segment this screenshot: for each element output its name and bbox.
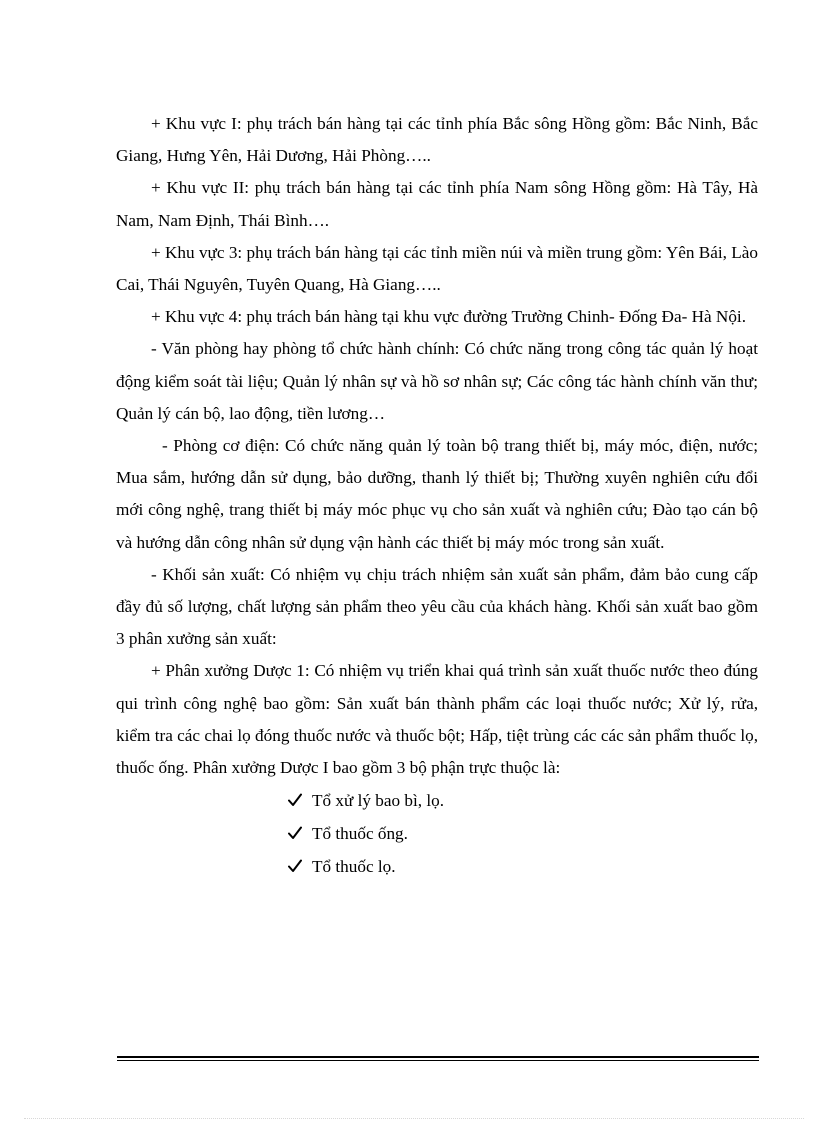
checkmark-icon [288,850,306,883]
paragraph-khu-vuc-4: + Khu vực 4: phụ trách bán hàng tại khu vực đường Trường Chinh- Đống Đa- Hà Nội. [151,307,747,327]
footer-rule-thick [117,1056,759,1058]
checklist [116,784,758,883]
list-item-text: Tổ thuốc ống. [312,824,408,844]
page-bottom-edge [24,1118,804,1119]
document-body [116,108,758,883]
list-item-text: Tổ xử lý bao bì, lọ. [312,791,445,811]
paragraph-khoi-san-xuat: - Khối sản xuất: Có nhiệm vụ chịu trách nhiệm sản xuất sản phẩm, đảm bảo cung cấp đầy đủ số lượng, chất lượng sản phẩm theo yêu cầu của khách hàng. Khối sản xuất bao gồm 3 phân xưởng sản xuất: [116,564,758,649]
footer-double-rule [117,1056,759,1062]
footer-rule-thin [117,1060,759,1061]
paragraph-khu-vuc-1: + Khu vực I: phụ trách bán hàng tại các tỉnh phía Bắc sông Hồng gồm: Bắc Ninh, Bắc Giang, Hưng Yên, Hải Dương, Hải Phòng….. [116,114,758,166]
list-item-text: Tổ thuốc lọ. [312,857,396,877]
paragraph-van-phong: - Văn phòng hay phòng tổ chức hành chính: Có chức năng trong công tác quản lý hoạt động kiểm soát tài liệu; Quản lý nhân sự và hồ sơ nhân sự; Các công tác hành chính văn thư; Quản lý cán bộ, lao động, tiền lương… [116,339,758,423]
list-item [312,817,758,850]
paragraph-khu-vuc-3: + Khu vực 3: phụ trách bán hàng tại các tỉnh miền núi và miền trung gồm: Yên Bái, Lào Cai, Thái Nguyên, Tuyên Quang, Hà Giang….. [116,242,758,295]
list-item [312,784,758,817]
checkmark-icon [288,784,306,817]
paragraph-khu-vuc-2: + Khu vực II: phụ trách bán hàng tại các tỉnh phía Nam sông Hồng gồm: Hà Tây, Hà Nam, Nam Định, Thái Bình…. [116,178,758,230]
checkmark-icon [288,817,306,850]
paragraph-phong-co-dien: - Phòng cơ điện: Có chức năng quản lý toàn bộ trang thiết bị, máy móc, điện, nước; Mua sắm, hướng dẫn sử dụng, bảo dưỡng, thanh lý thiết bị; Thường xuyên nghiên cứu đổi mới công nghệ, trang thiết bị máy móc phục vụ cho sản xuất và nghiên cứu; Đào tạo cán bộ và hướng dẫn công nhân sử dụng vận hành các thiết bị máy móc trong sản xuất. [116,436,758,552]
paragraph-phan-xuong-duoc-1: + Phân xưởng Dược 1: Có nhiệm vụ triển khai quá trình sản xuất thuốc nước theo đúng qui trình công nghệ bao gồm: Sản xuất bán thành phẩm các loại thuốc nước; Xử lý, rửa, kiểm tra các chai lọ đóng thuốc nước và thuốc bột; Hấp, tiệt trùng các các sản phẩm thuốc lọ, thuốc ống. Phân xưởng Dược I bao gồm 3 bộ phận trực thuộc là: [116,661,758,778]
list-item [312,850,758,883]
